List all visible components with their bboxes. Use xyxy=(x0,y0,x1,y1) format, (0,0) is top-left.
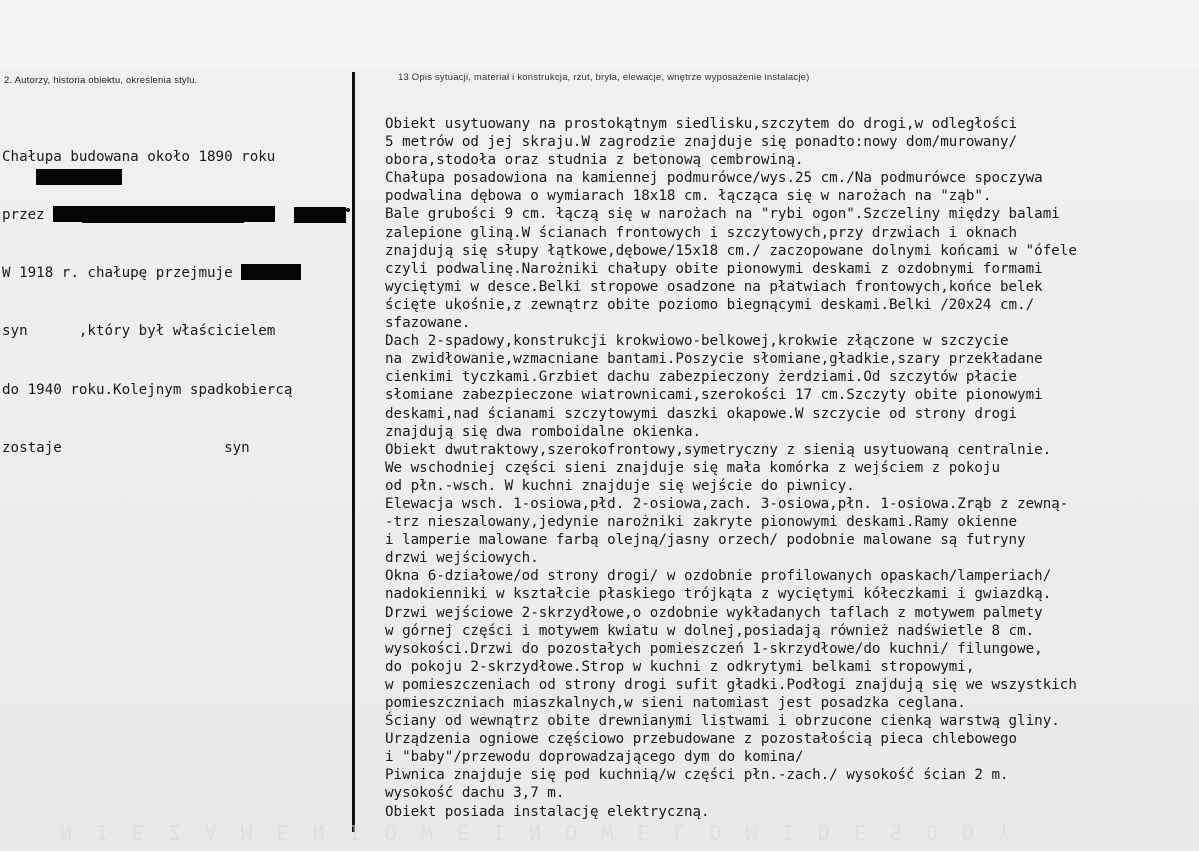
description-line: Obiekt dwutraktowy,szerokofrontowy,symetryczny z sienią usytuowaną centralnie. xyxy=(385,441,1052,458)
redaction-bar xyxy=(82,207,244,223)
description-line: podwalina dębowa o wymiarach 18x18 cm. łącząca się w narożach na "ząb". xyxy=(385,188,992,205)
history-line: przez xyxy=(2,206,352,225)
description-line: wysokości.Drzwi do pozostałych pomieszczeń 1-skrzydłowe/do kuchni/ filungowe, xyxy=(385,640,1043,657)
history-line: W 1918 r. chałupę przejmuje xyxy=(2,264,352,283)
description-line: na zwidłowanie,wzmacniane bantami.Poszycie słomiane,gładkie,szary przekładane xyxy=(385,351,1043,368)
column-divider xyxy=(352,72,355,832)
description-line: Chałupa posadowiona na kamiennej podmurówce/wys.25 cm./Na podmurówce spoczywa xyxy=(385,170,1043,187)
description-line: Okna 6-działowe/od strony drogi/ w ozdobnie profilowanych opaskach/lamperiach/ xyxy=(385,568,1052,585)
description-line: w górnej części i motywem kwiatu w dolnej,posiadają również nadświetle 8 cm. xyxy=(385,622,1035,639)
history-line: do 1940 roku.Kolejnym spadkobiercą xyxy=(2,381,293,398)
description-column xyxy=(385,115,1199,821)
description-line: wyciętymi w desce.Belki stropowe osadzone na płatwiach frontowych,końce belek xyxy=(385,278,1043,295)
description-line: do pokoju 2-skrzydłowe.Strop w kuchni z odkrytymi belkami stropowymi, xyxy=(385,658,975,675)
trailing-period-mark xyxy=(346,208,350,212)
description-line: Obiekt posiada instalację elektryczną. xyxy=(385,803,710,820)
description-line: Dach 2-spadowy,konstrukcji krokwiowo-belkowej,krokwie złączone w szczycie xyxy=(385,333,1009,350)
history-column xyxy=(2,109,352,497)
description-line: drzwi wejściowych. xyxy=(385,550,539,567)
left-section-header: 2. Autorzy, historia obiektu, określenia stylu. xyxy=(4,75,198,86)
description-line: i "baby"/przewodu doprowadzającego dym do komina/ xyxy=(385,749,804,766)
description-line: znajdują się dwa romboidalne okienka. xyxy=(385,423,702,440)
description-line: ścięte ukośnie,z zewnątrz obite poziomo biegnącymi deskami.Belki /20x24 cm./ xyxy=(385,296,1035,313)
redaction-bar xyxy=(294,207,346,223)
description-line: zalepione gliną.W ścianach frontowych i szczytowych,przy drzwiach i oknach xyxy=(385,224,1018,241)
description-line: -trz nieszalowany,jedynie narożniki zakryte pionowymi deskami.Ramy okienne xyxy=(385,514,1018,531)
description-line: Ściany od wewnątrz obite drewnianymi listwami i obrzucone cienką warstwą gliny. xyxy=(385,713,1060,730)
description-line: pomieszczniach miaszkalnych,w sieni natomiast jest posadzka ceglana. xyxy=(385,695,966,711)
description-line: i lamperie malowane farbą olejną/jasny orzech/ podobnie malowane są futryny xyxy=(385,532,1026,549)
description-line: w pomieszczeniach od strony drogi sufit gładki.Podłogi znajdują się we wszystkich xyxy=(385,676,1077,693)
description-line: Drzwi wejściowe 2-skrzydłowe,o ozdobnie wykładanych taflach z motywem palmety xyxy=(385,604,1043,621)
right-section-header: 13 Opis sytuacji, materiał i konstrukcja, rzut, bryła, elewacje, wnętrze wyposażenie instalacje) xyxy=(398,72,810,83)
description-line: Elewacja wsch. 1-osiowa,płd. 2-osiowa,zach. 3-osiowa,płn. 1-osiowa.Zrąb z zewną- xyxy=(385,495,1069,512)
description-line: Obiekt usytuowany na prostokątnym siedlisku,szczytem do drogi,w odległości xyxy=(385,116,1018,132)
description-line: Piwnica znajduje się pod kuchnią/w części płn.-zach./ wysokość ścian 2 m. xyxy=(385,767,1009,784)
history-line: syn ,który był właścicielem xyxy=(2,323,276,340)
description-line: słomiane zabezpieczone wiatrownicami,szerokości 17 cm.Szczyty obite pionowymi xyxy=(385,387,1043,404)
description-line: sfazowane. xyxy=(385,315,471,332)
description-line: obora,stodoła oraz studnia z betonową cembrowiną. xyxy=(385,152,804,169)
description-line: od płn.-wsch. W kuchni znajduje się wejście do piwnicy. xyxy=(385,477,855,494)
description-line: wysokość dachu 3,7 m. xyxy=(385,785,565,802)
redaction-bar xyxy=(241,264,301,280)
history-line: Chałupa budowana około 1890 roku xyxy=(2,148,276,165)
description-line: 5 metrów od jej skraju.W zagrodzie znajduje się ponadto:nowy dom/murowany/ xyxy=(385,134,1018,151)
description-line: cienkimi tyczkami.Grzbiet dachu zabezpieczony żerdziami.Od szczytów płacie xyxy=(385,369,1018,386)
bleed-through-text: N I E Z A M E N I O W E I N O W E L O M I D E S O D Y xyxy=(60,820,1017,844)
description-line: Urządzenia ogniowe częściowo przebudowane z pozostałością pieca chlebowego xyxy=(385,731,1018,748)
top-margin xyxy=(0,0,1199,70)
description-line: Bale grubości 9 cm. łączą się w narożach na "rybi ogon".Szczeliny między balami xyxy=(385,206,1060,223)
description-line: znajdują się słupy łątkowe,dębowe/15x18 cm./ zaczopowane dolnymi końcami w "ófele xyxy=(385,242,1077,259)
description-line: We wschodniej części sieni znajduje się mała komórka z wejściem z pokoju xyxy=(385,459,1000,476)
history-line: zostaje syn xyxy=(2,439,250,456)
redaction-bar xyxy=(36,169,122,185)
description-line: deskami,nad ścianami szczytowymi daszki okapowe.W szczycie od strony drogi xyxy=(385,405,1018,422)
description-line: czyli podwalinę.Narożniki chałupy obite pionowymi deskami z ozdobnymi formami xyxy=(385,260,1043,277)
description-line: nadokienniki w kształcie płaskiego trójkąta z wyciętymi kółeczkami i gwiazdką. xyxy=(385,586,1052,603)
